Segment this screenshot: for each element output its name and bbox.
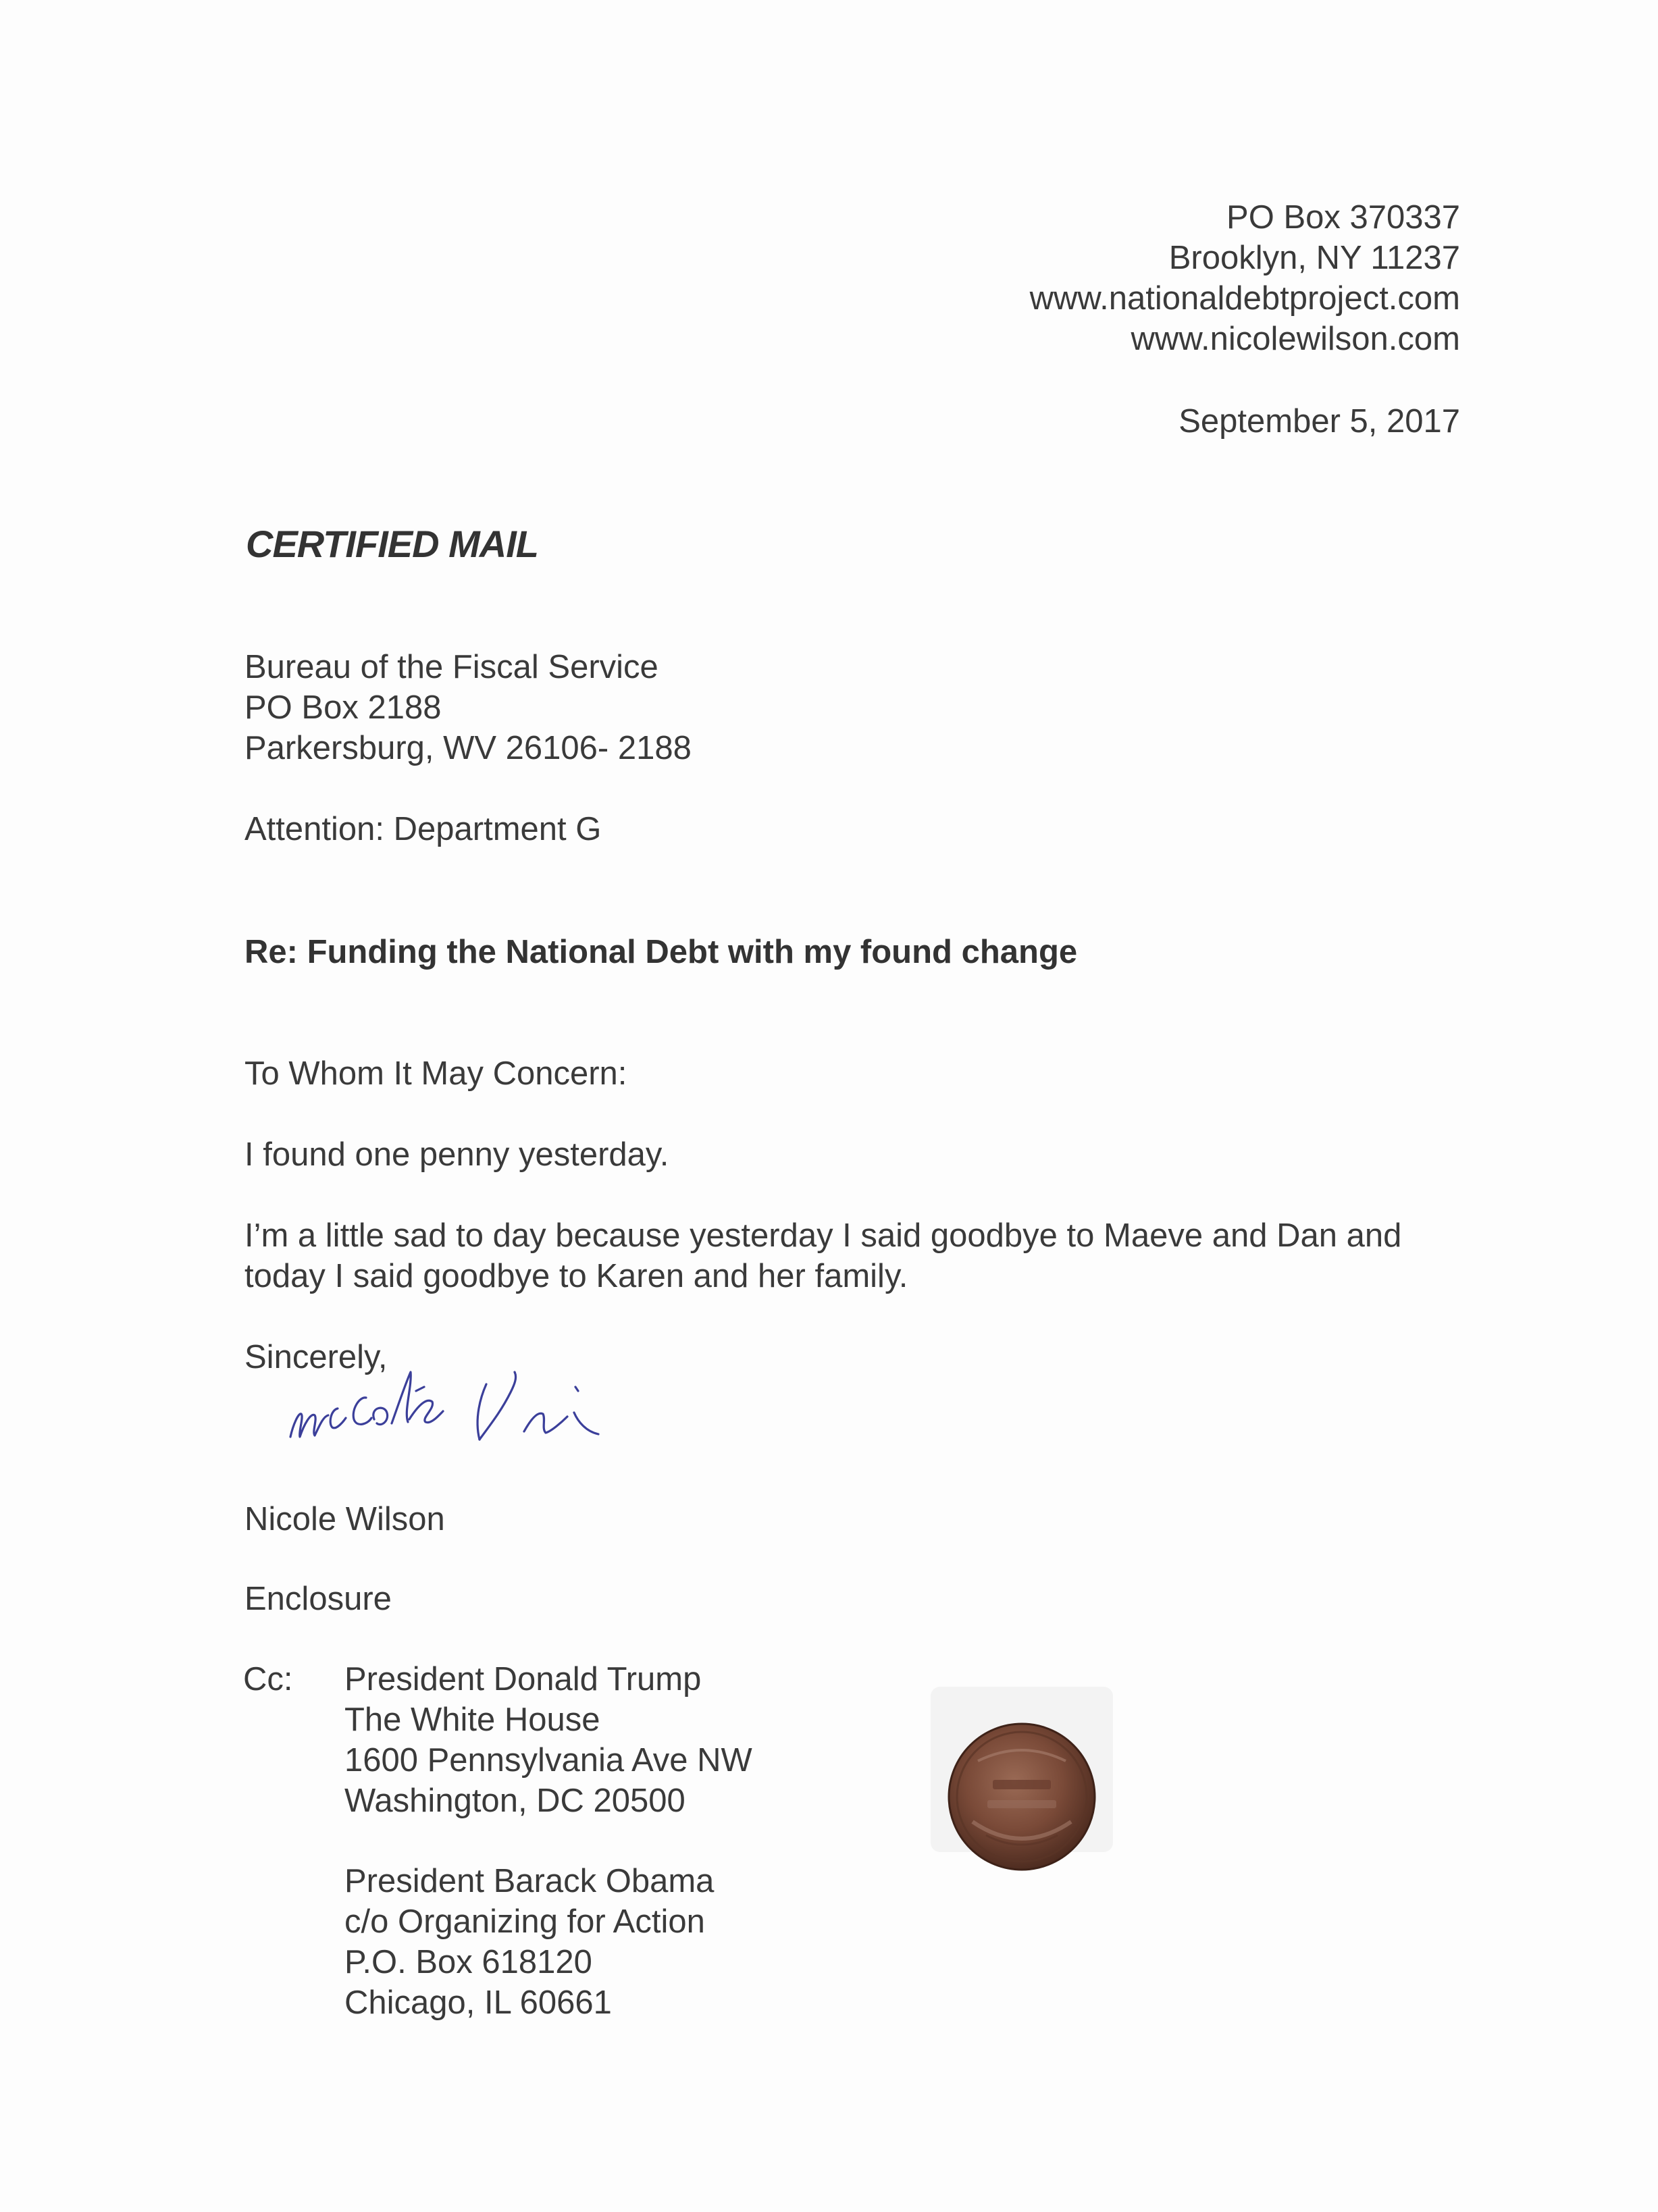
cc-recipient-1-line4: Washington, DC 20500 xyxy=(344,1783,685,1819)
penny-coin-image xyxy=(945,1720,1098,1873)
recipient-name: Bureau of the Fiscal Service xyxy=(244,649,658,685)
cc-recipient-2-line4: Chicago, IL 60661 xyxy=(344,1984,612,2021)
body-paragraph-2-line1: I’m a little sad to day because yesterday I said goodbye to Maeve and Dan and xyxy=(244,1217,1402,1254)
body-paragraph-2-line2: today I said goodbye to Karen and her family. xyxy=(244,1258,908,1294)
sender-website2: www.nicolewilson.com xyxy=(1131,321,1460,357)
sender-address-line1: PO Box 370337 xyxy=(1226,199,1460,236)
sender-address-line2: Brooklyn, NY 11237 xyxy=(1168,240,1460,276)
cc-recipient-2-line1: President Barack Obama xyxy=(344,1863,715,1899)
cc-recipient-1-line3: 1600 Pennsylvania Ave NW xyxy=(344,1742,752,1779)
handwritten-signature xyxy=(284,1357,696,1475)
sender-website1: www.nationaldebtproject.com xyxy=(1029,280,1460,317)
sender-address xyxy=(1030,197,1460,359)
cc-recipient-1-line1: President Donald Trump xyxy=(344,1661,702,1697)
cc-recipient-2 xyxy=(344,1861,714,2023)
recipient-address-line1: PO Box 2188 xyxy=(244,689,442,726)
delivery-method: CERTIFIED MAIL xyxy=(246,523,538,565)
enclosure-text: Enclosure xyxy=(244,1581,392,1617)
subject-line: Re: Funding the National Debt with my found change xyxy=(244,934,1078,970)
salutation xyxy=(244,1053,627,1094)
attention-text: Attention: Department G xyxy=(244,811,602,847)
letter-date: September 5, 2017 xyxy=(1178,403,1460,440)
enclosure xyxy=(244,1579,392,1619)
cc-recipient-1 xyxy=(344,1659,752,1821)
body-paragraph-2 xyxy=(244,1215,1401,1296)
cc-label: Cc: xyxy=(243,1661,293,1697)
cc-recipient-2-line3: P.O. Box 618120 xyxy=(344,1944,592,1980)
salutation-text: To Whom It May Concern: xyxy=(244,1055,627,1092)
attention-line xyxy=(244,809,601,849)
cc-recipient-1-line2: The White House xyxy=(344,1702,600,1738)
recipient-address-line2: Parkersburg, WV 26106- 2188 xyxy=(244,730,692,766)
signer-name xyxy=(244,1499,445,1539)
closing-text: Sincerely, xyxy=(244,1339,388,1375)
signer-name-text: Nicole Wilson xyxy=(244,1501,445,1537)
body-paragraph-1 xyxy=(244,1134,669,1175)
recipient-address xyxy=(244,647,692,768)
body-paragraph-1-text: I found one penny yesterday. xyxy=(244,1136,669,1173)
cc-recipient-2-line2: c/o Organizing for Action xyxy=(344,1903,705,1940)
